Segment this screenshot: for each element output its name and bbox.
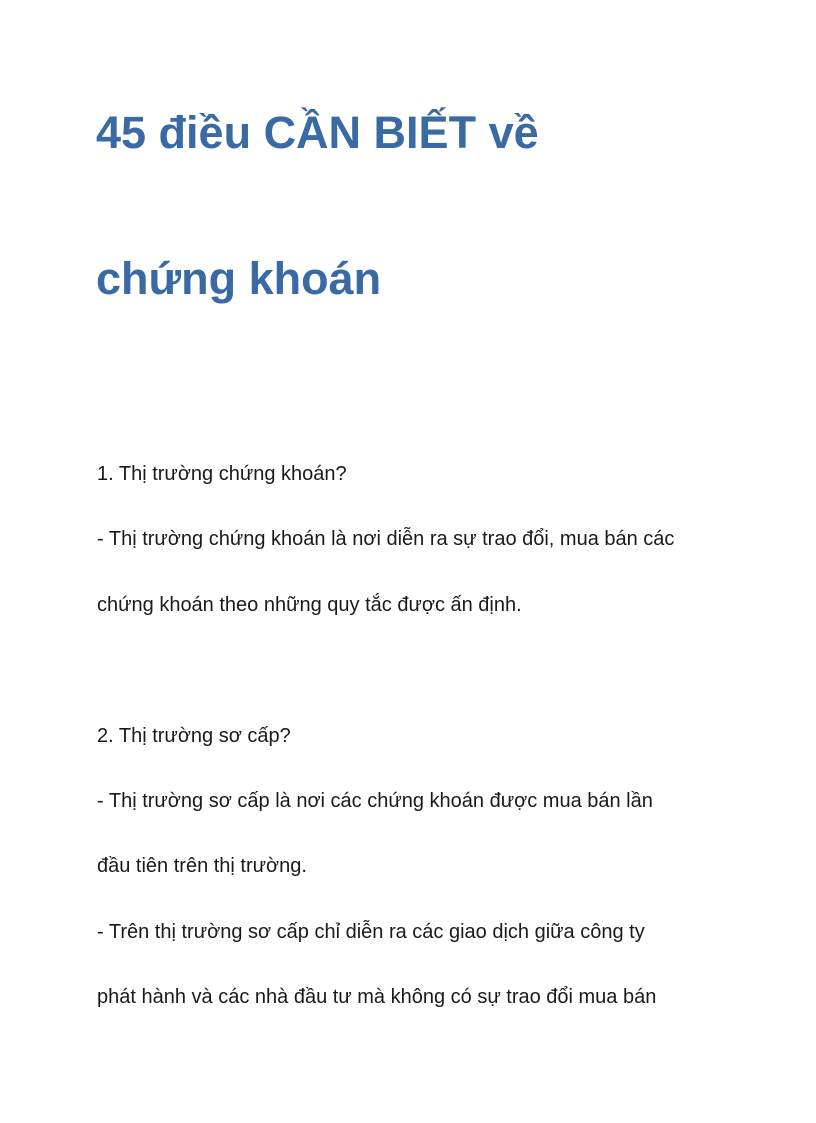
section-heading-1: 1. Thị trường chứng khoán? bbox=[97, 463, 347, 485]
body-text-line: phát hành và các nhà đầu tư mà không có sự trao đổi mua bán bbox=[97, 986, 657, 1008]
section-heading-2: 2. Thị trường sơ cấp? bbox=[97, 725, 291, 747]
body-text-line: - Trên thị trường sơ cấp chỉ diễn ra các giao dịch giữa công ty bbox=[97, 921, 645, 943]
body-text-line: - Thị trường sơ cấp là nơi các chứng khoán được mua bán lần bbox=[97, 790, 653, 812]
title-line-2: chứng khoán bbox=[96, 253, 382, 304]
body-text-line: chứng khoán theo những quy tắc được ấn định. bbox=[97, 594, 522, 616]
title-line-1: 45 điều CẦN BIẾT về bbox=[96, 107, 539, 158]
body-text-line: - Thị trường chứng khoán là nơi diễn ra sự trao đổi, mua bán các bbox=[97, 528, 675, 550]
body-text-line: đầu tiên trên thị trường. bbox=[97, 855, 307, 877]
